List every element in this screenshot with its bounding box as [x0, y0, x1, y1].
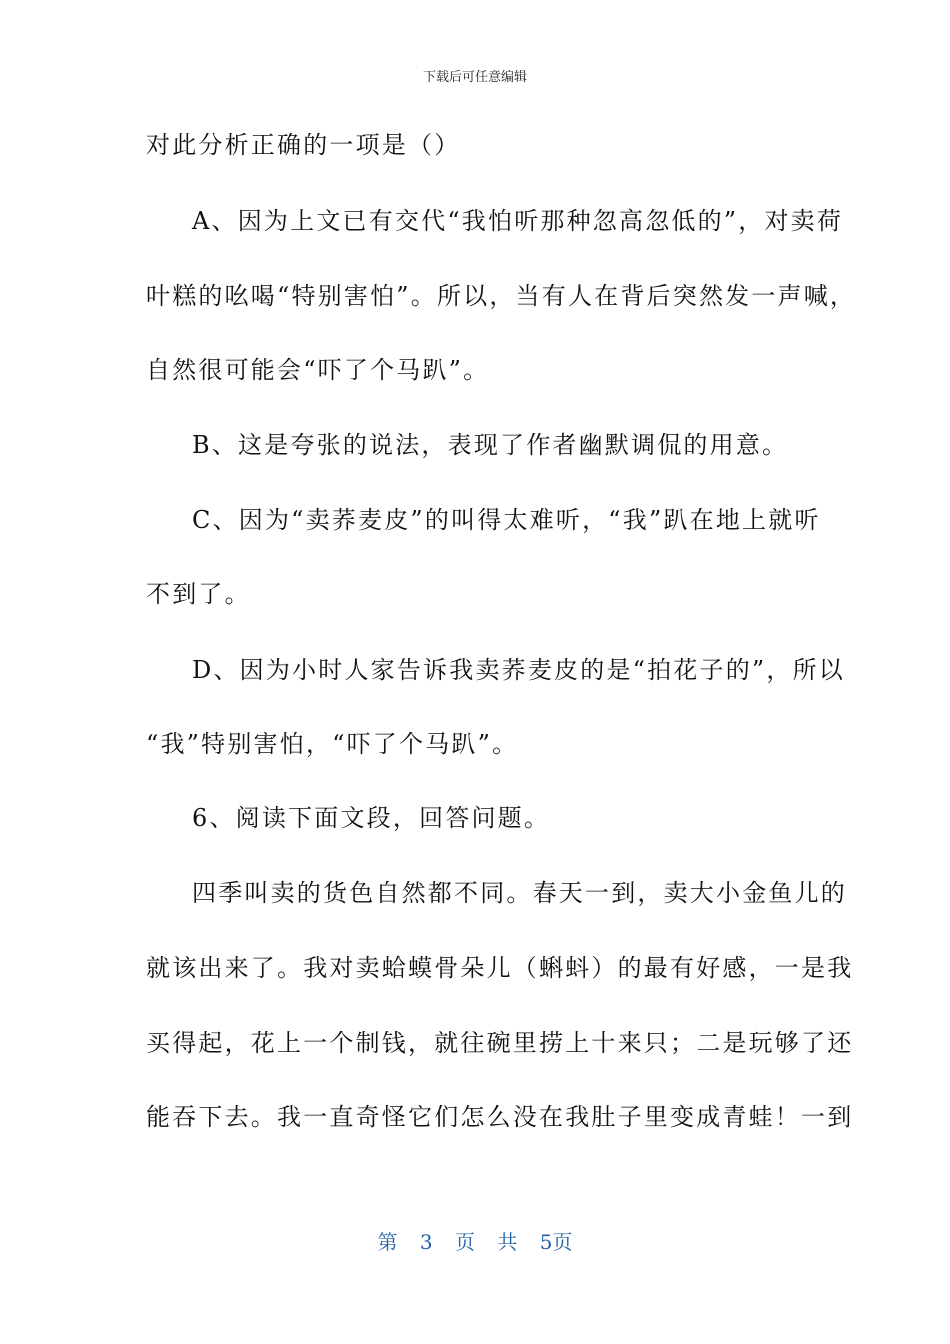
text-line: A、因为上文已有交代“我怕听那种忽高忽低的”，对卖荷 [192, 207, 844, 235]
text-line: 不到了。 [146, 580, 251, 608]
text-line: D、因为小时人家告诉我卖荞麦皮的是“拍花子的”，所以 [192, 656, 845, 684]
text-line: 买得起，花上一个制钱，就往碗里捞上十来只；二是玩够了还 [146, 1029, 854, 1057]
text-line: 6、阅读下面文段，回答问题。 [192, 804, 551, 832]
text-line: 叶糕的吆喝“特别害怕”。所以，当有人在背后突然发一声喊， [146, 282, 857, 310]
footer-total-pages: 5页 [539, 1230, 573, 1254]
text-line: C、因为“卖荞麦皮”的叫得太难听，“我”趴在地上就听 [192, 506, 821, 534]
page-number-footer [0, 1226, 950, 1255]
footer-ye: 页 [455, 1230, 475, 1254]
text-line: 对此分析正确的一项是（） [146, 131, 461, 159]
page-header-note: 下载后可任意编辑 [422, 70, 527, 85]
text-line: 能吞下去。我一直奇怪它们怎么没在我肚子里变成青蛙！一到 [146, 1103, 854, 1131]
footer-di: 第 [377, 1230, 398, 1254]
footer-gong: 共 [497, 1230, 518, 1254]
text-line: B、这是夸张的说法，表现了作者幽默调侃的用意。 [192, 431, 789, 459]
text-line: 就该出来了。我对卖蛤蟆骨朵儿（蝌蚪）的最有好感，一是我 [146, 954, 854, 982]
footer-current-page: 3 [419, 1230, 433, 1254]
text-line: 自然很可能会“吓了个马趴”。 [146, 356, 490, 384]
text-line: 四季叫卖的货色自然都不同。春天一到，卖大小金鱼儿的 [192, 879, 847, 907]
text-line: “我”特别害怕，“吓了个马趴”。 [146, 730, 519, 758]
